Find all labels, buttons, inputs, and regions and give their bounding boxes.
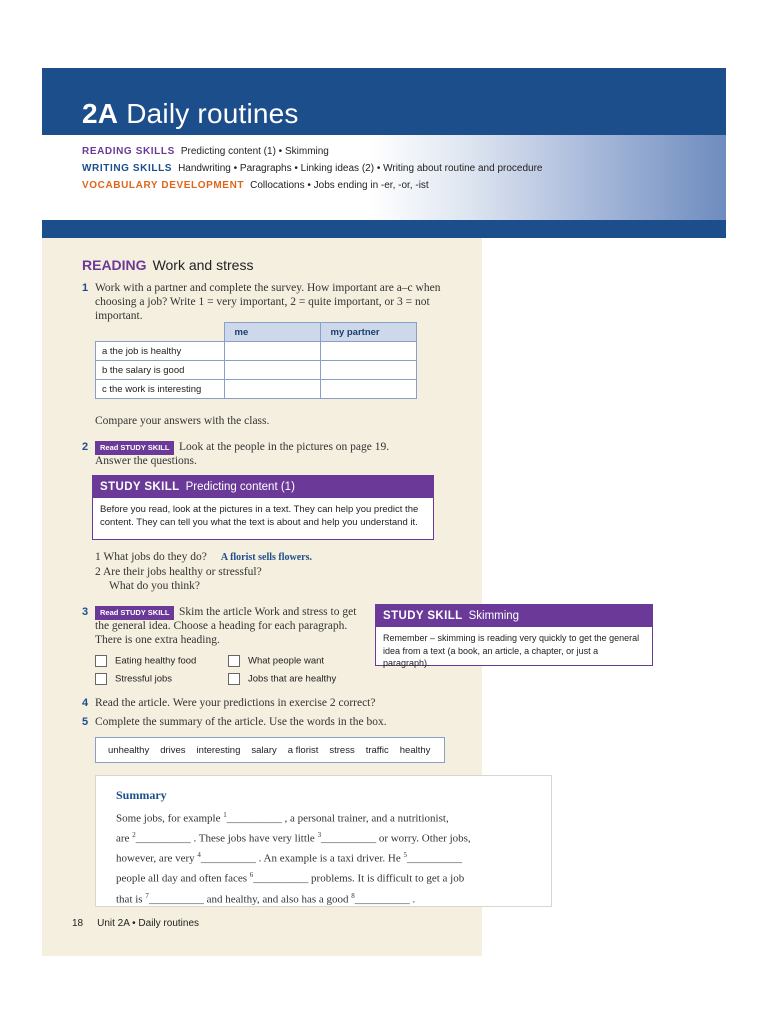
exercise-1-after: Compare your answers with the class.: [95, 415, 270, 427]
blank[interactable]: __________ or worry. Other jobs,: [321, 832, 471, 845]
word-item: interesting: [196, 744, 241, 756]
study-skill-header: STUDY SKILL Predicting content (1): [93, 476, 433, 498]
study-skill-header: STUDY SKILL Skimming: [376, 605, 652, 627]
exercise-4-text: Read the article. Were your predictions in exercise 2 correct?: [95, 697, 376, 709]
read-study-skill-button[interactable]: Read STUDY SKILL: [95, 441, 174, 455]
survey-cell-partner[interactable]: [320, 342, 416, 361]
study-skill-predicting: [92, 475, 434, 540]
study-skill-body: Remember – skimming is reading very quickly to get the general idea from a text (a book, an article, a chapter, or just a paragraph).: [383, 633, 640, 668]
summary-text: [116, 807, 536, 908]
exercise-4-number: 4: [82, 697, 89, 709]
checkbox[interactable]: [228, 673, 240, 685]
footer-unit: Unit 2A • Daily routines: [97, 918, 200, 929]
skills-band: [42, 135, 726, 220]
blank[interactable]: __________ .: [354, 893, 416, 906]
word-item: a florist: [287, 744, 319, 756]
word-item: stress: [329, 744, 355, 756]
exercise-5-text: Complete the summary of the article. Use the words in the box.: [95, 716, 387, 728]
page-number: 18: [72, 918, 84, 929]
survey-cell-me[interactable]: [224, 380, 320, 399]
word-box: [95, 737, 445, 763]
survey-cell-me[interactable]: [224, 342, 320, 361]
summary-line: that is $^7$__________ and healthy, and also has a good $^8$__________ .: [116, 891, 416, 906]
heading-option[interactable]: Stressful jobs: [95, 673, 172, 685]
exercise-1-text: Work with a partner and complete the survey. How important are a–c when choosing a job? Write 1 = very important, 2 = quite important, or 3 = not important.: [95, 282, 441, 322]
survey-row-label: b the salary is good: [96, 361, 225, 380]
unit-header: [42, 68, 726, 238]
heading-option[interactable]: Jobs that are healthy: [228, 673, 336, 685]
unit-title: 2A Daily routines: [82, 98, 299, 129]
summary-line: Some jobs, for example $^1$__________ , a personal trainer, and a nutritionist,: [116, 811, 449, 825]
exercise-3-text: Skim the article Work and stress to get the general idea. Choose a heading for each paragraph. There is one extra heading.: [95, 606, 357, 646]
checkbox[interactable]: [95, 673, 107, 685]
survey-row-label: c the work is interesting: [96, 380, 225, 399]
word-item: unhealthy: [108, 744, 150, 756]
exercise-2-number: 2: [82, 441, 89, 453]
exercise-1-number: 1: [82, 282, 89, 294]
survey-cell-me[interactable]: [224, 361, 320, 380]
heading-option[interactable]: What people want: [228, 655, 324, 667]
exercise-3-number: 3: [82, 606, 89, 618]
vocabulary-line: VOCABULARY DEVELOPMENT Collocations • Jobs ending in -er, -or, -ist: [82, 180, 429, 191]
heading-option[interactable]: Eating healthy food: [95, 655, 196, 667]
question-1: 1 What jobs do they do? A florist sells flowers.: [95, 551, 312, 563]
summary-title: Summary: [116, 788, 167, 802]
textbook-page: [42, 68, 726, 956]
word-item: drives: [160, 744, 186, 756]
col-me: me: [224, 323, 320, 342]
example-answer: A florist sells flowers.: [220, 552, 312, 563]
summary-line: people all day and often faces $^6$__________ problems. It is difficult to get a job: [116, 871, 465, 886]
exercise-2-text: Look at the people in the pictures on page 19. Answer the questions.: [95, 441, 390, 467]
word-item: salary: [251, 744, 277, 756]
blank[interactable]: __________ . An example is a taxi driver. He: [200, 852, 404, 865]
word-item: traffic: [365, 744, 389, 756]
question-2: 2 Are their jobs healthy or stressful?: [95, 566, 262, 578]
survey-cell-partner[interactable]: [320, 380, 416, 399]
survey-table: [95, 322, 417, 399]
exercise-5-number: 5: [82, 716, 89, 728]
blank[interactable]: __________ . These jobs have very little: [135, 832, 318, 845]
blank[interactable]: __________ problems. It is difficult to get a job: [253, 873, 465, 886]
checkbox[interactable]: [95, 655, 107, 667]
word-item: healthy: [399, 744, 431, 756]
survey-cell-partner[interactable]: [320, 361, 416, 380]
study-skill-skimming: [375, 604, 653, 666]
summary-line: however, are very $^4$__________ . An example is a taxi driver. He $^5$__________: [116, 851, 462, 865]
question-2b: What do you think?: [109, 580, 201, 592]
read-study-skill-button[interactable]: Read STUDY SKILL: [95, 606, 174, 620]
blank[interactable]: __________: [406, 852, 462, 865]
section-title: READING Work and stress: [82, 257, 254, 273]
col-partner: my partner: [320, 323, 416, 342]
page-footer: [72, 918, 199, 929]
summary-line: are $^2$__________ . These jobs have very little $^3$__________ or worry. Other jobs,: [116, 831, 471, 845]
summary-box: [95, 775, 552, 907]
reading-skills-line: READING SKILLS Predicting content (1) • Skimming: [82, 146, 329, 157]
blank[interactable]: __________ , a personal trainer, and a nutritionist,: [226, 812, 449, 825]
checkbox[interactable]: [228, 655, 240, 667]
survey-row-label: a the job is healthy: [96, 342, 225, 361]
study-skill-body: Before you read, look at the pictures in a text. They can help you predict the content. They can tell you what the text is about and help you understand it.: [100, 504, 419, 528]
blank[interactable]: __________ and healthy, and also has a good: [148, 893, 352, 906]
writing-skills-line: WRITING SKILLS Handwriting • Paragraphs • Linking ideas (2) • Writing about routine and procedure: [82, 163, 543, 174]
